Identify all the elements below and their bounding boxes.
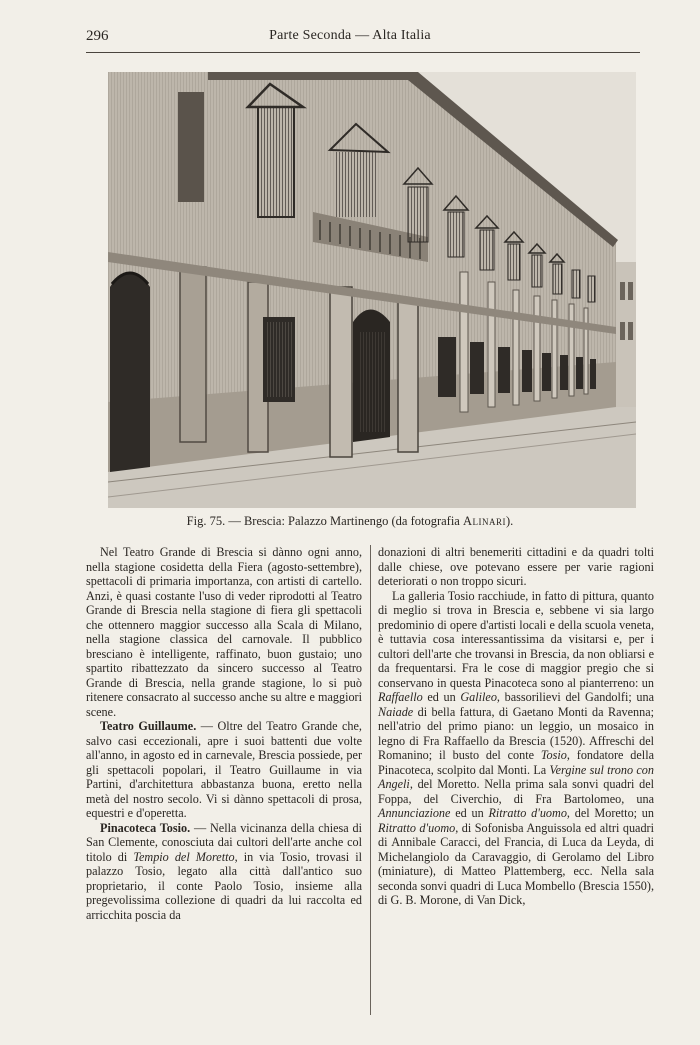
palazzo-engraving (108, 72, 636, 508)
paragraph-continuation: donazioni di altri benemeriti cittadini e da quadri tolti dalle chiese, ove potevano essere per varie ragioni deteriorati o non troppo sicuri. (378, 545, 654, 588)
paragraph-teatro-grande: Nel Teatro Grande di Brescia si dànno ogni anno, nella stagione cosidetta della Fiera (agosto-settembre), spettacoli di primaria importanza, con artisti di cartello. Anzi, è quasi costante l'uso di veder riprodotti al Teatro Grande di Brescia nella stagione di fiera gli spettacoli che ottennero maggior successo alla Scala di Milano, nella stagione classica del carnovale. Il pubblico bresciano è intelligente, raffinato, buon gustaio; uno spartito ribattezzato da sincero successo al Teatro Grande di Brescia, nella grande stagione, lo si può ritenere consacrato al successo anche su altre e maggiori scene. (86, 545, 362, 719)
header-rule (86, 52, 640, 53)
running-title: Parte Seconda — Alta Italia (269, 28, 431, 43)
page-number: 296 (86, 28, 109, 44)
caption-credit: Alinari (462, 514, 507, 528)
left-column (86, 545, 362, 922)
paragraph-galleria-tosio: La galleria Tosio racchiude, in fatto di pittura, quanto di meglio si trova in Brescia e, sebbene vi sia largo predominio di opere d'artisti locali e della scuola veneta, è tuttavia cosa interessantissima da visitarsi e, per i cultori dell'arte che trovansi in Brescia, da non obliarsi e da frequentarsi. Fra le cose di maggior pregio che si conservano in questa Pinacoteca sono al pianterreno: un Raffaello ed un Galileo, bassorilievi del Gandolfi; una Naiade di bella fattura, di Gaetano Monti da Ravenna; nell'atrio del primo piano: un leggio, un mosaico in legno di Fra Raffaello da Brescia (1520). Affreschi del Romanino; il busto del conte Tosio, fondatore della Pinacoteca, scolpito dal Monti. La Vergine sul trono con Angeli, del Moretto. Nella prima sala sonvi quadri del Foppa, del Civerchio, di Fra Bartolomeo, una Annunciazione ed un Ritratto d'uomo, del Moretto; un Ritratto d'uomo, di Sofonisba Anguissola ed altri quadri di Annibale Caracci, del Francia, di Luca da Leyda, di Michelangiolo da Caravaggio, di Gerolamo del Libro (miniature), di Matteo Plattemberg, ecc. Nella sala seconda sonvi quadri di Luca Mombello (Brescia 1550), di G. B. Morone, di Van Dick, (378, 588, 654, 907)
heading-teatro-guillaume: Teatro Guillaume. (100, 719, 197, 733)
paragraph-pinacoteca-tosio: Pinacoteca Tosio. — Nella vicinanza della chiesa di San Clemente, conosciuta dai cultori dell'arte anche col titolo di Tempio del Moretto, in via Tosio, trovasi il palazzo Tosio, legato alla città dall'antico suo proprietario, il conte Paolo Tosio, insieme alla pregevolissima collezione di quadri da lui raccolta ed arricchita poscia da (86, 820, 362, 922)
figure-caption: Fig. 75. — Brescia: Palazzo Martinengo (da fotografia Alinari). (186, 514, 514, 528)
column-divider (370, 545, 371, 1015)
paragraph-teatro-guillaume: Teatro Guillaume. — Oltre del Teatro Grande che, salvo casi eccezionali, apre i suoi battenti due volte all'anno, in agosto ed in carnevale, Brescia possiede, per gli spettacoli popolari, il Teatro Guillaume in via Partini, d'architettura abbastanza buona, eretto nella metà del nostro secolo. Vi si dànno spettacoli di prosa, equestri e d'operetta. (86, 719, 362, 820)
right-column (378, 545, 654, 908)
heading-pinacoteca-tosio: Pinacoteca Tosio. (100, 820, 191, 835)
